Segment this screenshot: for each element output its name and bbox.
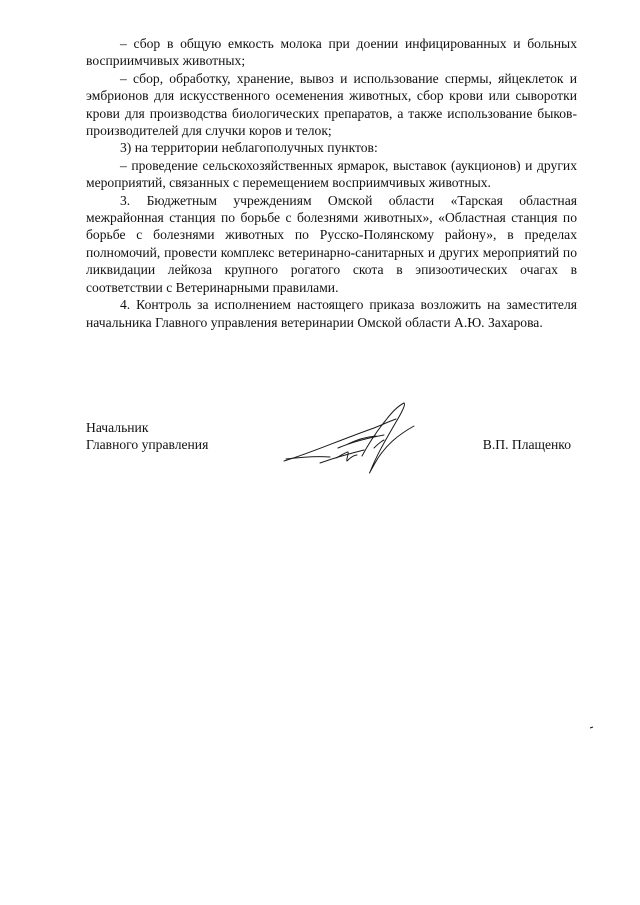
signatory-title-line1: Начальник (86, 420, 149, 435)
signatory-name: В.П. Плащенко (482, 437, 571, 452)
handwritten-signature-icon (278, 400, 428, 478)
signatory-title-line2: Главного управления (86, 437, 209, 452)
paragraph-territory-heading: 3) на территории неблагополучных пунктов: (120, 140, 378, 156)
paragraph-milk-collection: – сбор в общую емкость молока при доении инфицированных и больных восприимчивых животных; (86, 36, 577, 69)
paragraph-fairs: – проведение сельскохозяйственных ярмарок, выставок (аукционов) и других мероприятий, связанных с перемещением восприимчивых животных. (86, 157, 577, 191)
document-body (86, 35, 577, 331)
ink-speck-icon (590, 726, 594, 729)
paragraph-sperm-collection: – сбор, обработку, хранение, вывоз и использование спермы, яйцеклеток и эмбрионов для искусственного осеменения животных, сбор крови или сыворотки крови для производства биологических препаратов, а также использование быков-производителей для случки коров и телок; (86, 70, 577, 139)
paragraph-item-4: 4. Контроль за исполнением настоящего приказа возложить на заместителя начальника Главного управления ветеринарии Омской области А.Ю. Захарова. (86, 297, 577, 330)
paragraph-item-3: 3. Бюджетным учреждениям Омской области «Тарская областная межрайонная станция по борьбе с болезнями животных», «Областная станция по борьбе с болезнями животных по Русско-Полянскому району», в пределах полномочий, провести комплекс ветеринарно-санитарных и других мероприятий по ликвидации лейкоза крупного рогатого скота в эпизоотических очагах в соответствии с Ветеринарными правилами. (86, 192, 577, 295)
